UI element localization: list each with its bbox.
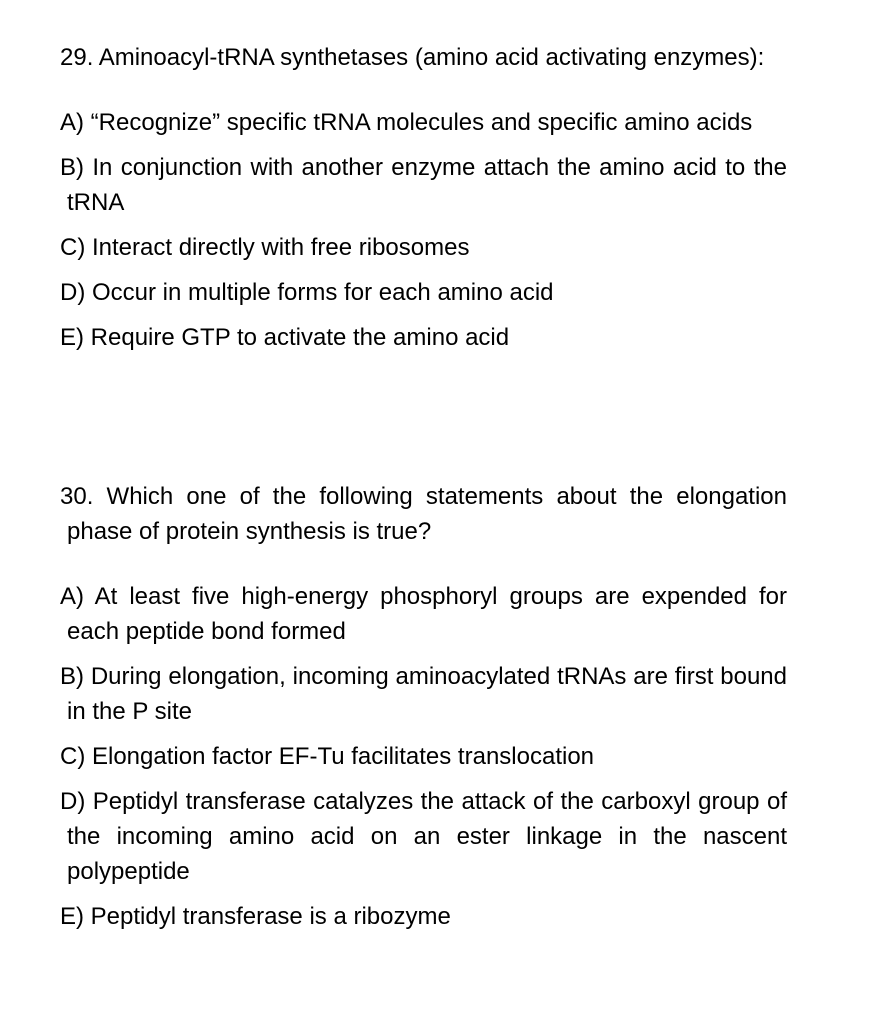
answer-option-e: E) Peptidyl transferase is a ribozyme (60, 903, 451, 930)
answer-option-b: B) In conjunction with another enzyme attach the amino acid to the tRNA (60, 154, 787, 216)
question-stem: 30. Which one of the following statements about the elongation phase of protein synthesis is true? (60, 483, 787, 545)
answer-option-b: B) During elongation, incoming aminoacylated tRNAs are first bound in the P site (60, 663, 787, 725)
answer-option-c: C) Elongation factor EF-Tu facilitates translocation (60, 743, 595, 770)
answer-option-a: A) “Recognize” specific tRNA molecules and specific amino acids (60, 109, 753, 136)
question-30 (60, 479, 787, 944)
question-stem: 29. Aminoacyl-tRNA synthetases (amino acid activating enzymes): (60, 44, 765, 71)
answer-option-d: D) Occur in multiple forms for each amino acid (60, 279, 554, 306)
question-29 (60, 40, 787, 365)
answer-option-a: A) At least five high-energy phosphoryl groups are expended for each peptide bond formed (60, 583, 787, 645)
answer-option-d: D) Peptidyl transferase catalyzes the attack of the carboxyl group of the incoming amino acid on an ester linkage in the nascent polypeptide (60, 788, 787, 885)
answer-option-e: E) Require GTP to activate the amino acid (60, 324, 510, 351)
answer-option-c: C) Interact directly with free ribosomes (60, 234, 470, 261)
